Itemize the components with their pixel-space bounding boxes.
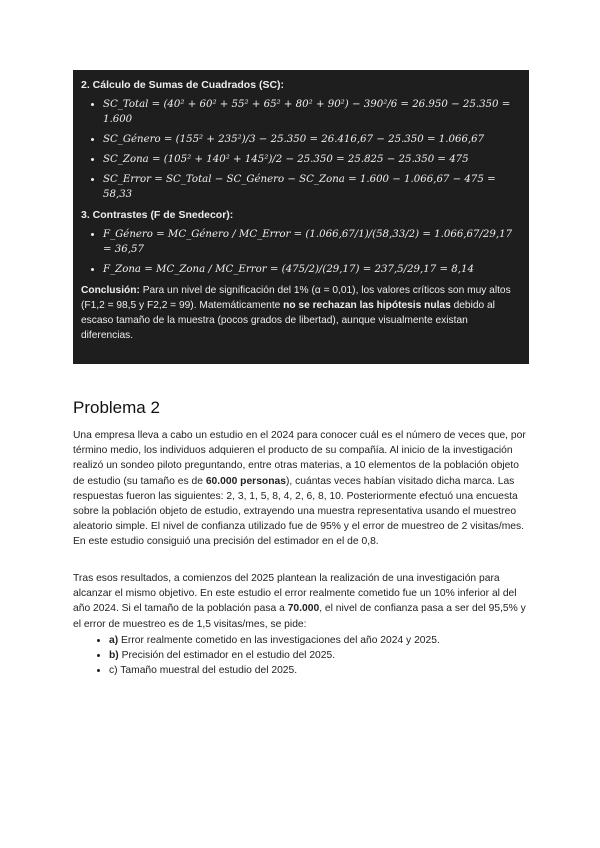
new-population-size: 70.000 [287,603,320,615]
f-zona-formula: • F_Zona = MC_Zona / MC_Error = (475/2)/(29,17) = 237,5/29,17 = 8,14 [103,262,519,277]
p1-text-a: Una empresa lleva a cabo un estudio en el 2024 para conocer cuál es el número de veces que, por término medio, los individuos adquieren el producto de su compañía. Al inicio de la investigación realizó un sondeo piloto preguntando, entre otras materias, a 10 elementos de la población objeto de estudio (su tamaño es de [73,430,526,487]
f-genero-formula: • F_Género = MC_Género / MC_Error = (1.066,67/1)/(58,33/2) = 1.066,67/29,17 = 36,57 [103,227,519,257]
question-c [109,663,529,678]
question-a-text: Error realmente cometido en las investigaciones del año 2024 y 2025. [118,635,440,646]
conclusion-bold: no se rechazan las hipótesis nulas [283,300,451,311]
conclusion [81,283,519,343]
population-size: 60.000 personas [205,475,286,487]
sc-zona-formula: • SC_Zona = (105² + 140² + 145²)/2 − 25.350 = 25.825 − 25.350 = 475 [103,152,519,167]
conclusion-text-1: Para un nivel de significación del 1% (α = 0,01), los valores críticos son muy altos (F1,2 = 98,5 y F2,2 = 99). Matemáticamente [81,285,511,311]
conclusion-label: Conclusión: [81,285,140,296]
question-b-label: b) [109,650,119,662]
p2-text-a: Tras esos resultados, a comienzos del 2025 plantean la realización de una investigación para alcanzar el mismo objetivo. En este estudio el error realmente cometido fue un 10% inferior al del año 2024. Si el tamaño de la población pasa a [73,573,517,615]
p2-text-b: , el nivel de confianza pasa a ser del 95,5% y el error de muestreo es de 1,5 visitas/mes, se pide: [73,603,526,630]
question-b-text: Precisión del estimador en el estudio del 2025. [118,650,336,662]
problem-paragraph-2 [73,571,529,632]
sc-error-formula: • SC_Error = SC_Total − SC_Género − SC_Zona = 1.600 − 1.066,67 − 475 = 58,33 [103,172,519,202]
question-a-label: a) [109,635,119,646]
sc-list [81,97,519,202]
problem-paragraph-1 [73,428,529,550]
solution-box [73,70,529,364]
problem-title: Problema 2 [73,398,160,417]
sc-total-formula: • SC_Total = (40² + 60² + 55² + 65² + 80² + 90²) − 390²/6 = 26.950 − 25.350 = 1.600 [103,97,519,127]
question-a [109,633,529,648]
conclusion-text-2: debido al escaso tamaño de la muestra (pocos grados de libertad), aunque visualmente existan diferencias. [81,300,495,341]
question-c-text: c) Tamaño muestral del estudio del 2025. [109,665,298,677]
p1-text-b: ), cuántas veces habían visitado dicha marca. Las respuestas fueron las siguientes: 2, 3, 1, 5, 8, 4, 2, 6, 8, 10. Posteriormente efectuó una encuesta sobre la población objeto de estudio, extrayendo una muestra representativa usando el muestreo aleatorio simple. El nivel de confianza utilizado fue de 95% y el error de muestreo de 2 visitas/mes. En este estudio consiguió una precisión del estimador en el de 0,8. [73,475,525,548]
section3-title: 3. Contrastes (F de Snedecor): [81,209,234,221]
question-b [109,648,529,663]
sc-genero-formula: • SC_Género = (155² + 235²)/3 − 25.350 = 26.416,67 − 25.350 = 1.066,67 [103,132,519,147]
section2-title: 2. Cálculo de Sumas de Cuadrados (SC): [81,79,285,91]
question-list [73,633,529,679]
f-list [81,227,519,277]
